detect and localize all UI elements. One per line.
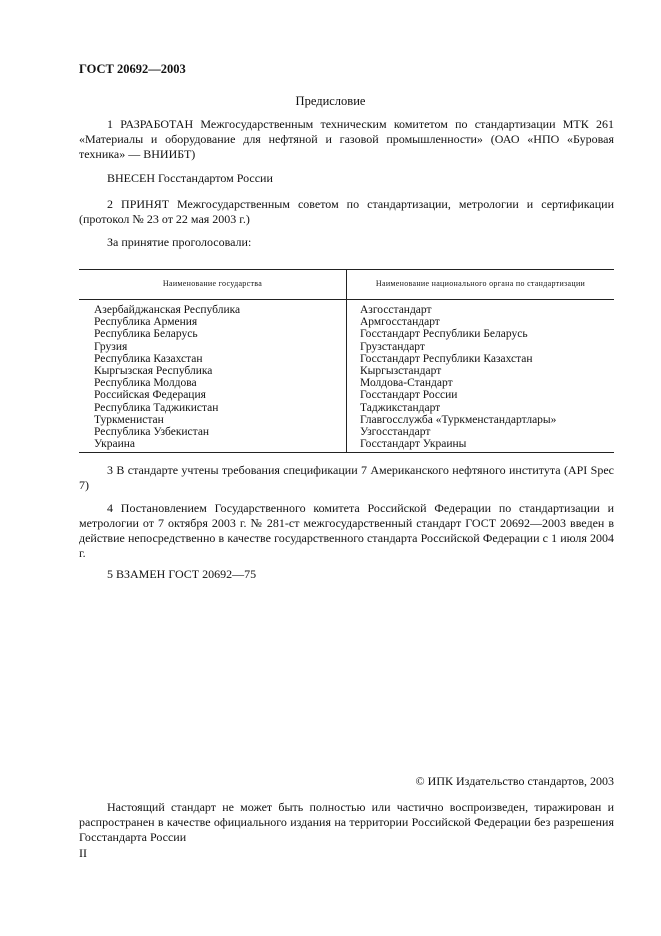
standards-body-cell: Госстандарт Украины: [347, 438, 615, 453]
standards-body-cell: Главгосслужба «Туркменстандартлары»: [360, 413, 557, 426]
paragraph-resolution: 4 Постановлением Государственного комитета Российской Федерации по стандартизации и метрологии от 7 октября 2003 г. № 281-ст межгосударственный стандарт ГОСТ 20692—2003 введен в действие непосредственно в качестве государственного стандарта Российской Федерации с 1 июля 2004 г.: [79, 501, 614, 560]
table-header-row: [79, 270, 614, 300]
table-row: [79, 365, 614, 377]
table-row: [79, 389, 614, 401]
standards-body-cell: Молдова-Стандарт: [360, 377, 453, 390]
standards-body-cell: Кыргызстандарт: [360, 365, 442, 378]
table-header-body: Наименование национального органа по стандартизации: [347, 270, 615, 300]
standards-body-cell: Госстандарт Республики Беларусь: [360, 328, 528, 341]
preface-title: Предисловие: [295, 94, 366, 108]
standards-body-cell: Армгосстандарт: [360, 316, 440, 329]
state-name-cell: Кыргызская Республика: [79, 365, 347, 377]
table-row: [79, 426, 614, 438]
standards-body-cell: Грузстандарт: [360, 340, 425, 353]
paragraph-adopted: 2 ПРИНЯТ Межгосударственным советом по стандартизации, метрологии и сертификации (протокол № 23 от 22 мая 2003 г.): [79, 197, 614, 226]
table-row: [79, 353, 614, 365]
state-name-cell: Грузия: [79, 341, 347, 353]
paragraph-replaces: 5 ВЗАМЕН ГОСТ 20692—75: [107, 567, 257, 581]
table-row: [79, 438, 614, 453]
paragraph-api-spec: 3 В стандарте учтены требования спецификации 7 Американского нефтяного института (API Spec 7): [79, 463, 614, 492]
table-row: [79, 377, 614, 389]
voting-table: [79, 269, 614, 453]
standards-body-cell: Азгосстандарт: [360, 304, 432, 316]
standards-body-cell: Узгосстандарт: [360, 426, 431, 439]
state-name-cell: Республика Молдова: [79, 377, 347, 389]
table-row: [79, 300, 614, 317]
paragraph-introduced: ВНЕСЕН Госстандартом России: [107, 171, 273, 185]
copyright-notice: © ИПК Издательство стандартов, 2003: [415, 774, 614, 788]
page-number: II: [79, 846, 87, 860]
state-name-cell: Республика Казахстан: [79, 353, 347, 365]
standards-body-cell: Госстандарт Республики Казахстан: [360, 352, 533, 365]
state-name-cell: Туркменистан: [79, 414, 347, 426]
reproduction-notice: Настоящий стандарт не может быть полностью или частично воспроизведен, тиражирован и распространен в качестве официального издания на территории Российской Федерации без разрешения Госстандарта России: [79, 800, 614, 844]
state-name-cell: Республика Таджикистан: [79, 402, 347, 414]
table-row: [79, 402, 614, 414]
table-header-state: Наименование государства: [79, 270, 347, 300]
standards-body-cell: Госстандарт России: [360, 389, 458, 402]
table-row: [79, 341, 614, 353]
table-row: [79, 316, 614, 328]
table-row: [79, 414, 614, 426]
state-name-cell: Российская Федерация: [79, 389, 347, 401]
state-name-cell: Республика Беларусь: [79, 328, 347, 340]
standards-body-cell: Таджикстандарт: [360, 401, 441, 414]
paragraph-developed: 1 РАЗРАБОТАН Межгосударственным техническим комитетом по стандартизации МТК 261 «Материалы и оборудование для нефтяной и газовой промышленности» (ОАО «НПО «Буровая техника» — ВНИИБТ): [79, 117, 614, 161]
table-body: [79, 300, 614, 453]
state-name-cell: Республика Армения: [79, 316, 347, 328]
table-row: [79, 328, 614, 340]
document-id: ГОСТ 20692—2003: [79, 62, 186, 76]
paragraph-voted: За принятие проголосовали:: [107, 235, 252, 249]
state-name-cell: Азербайджанская Республика: [79, 300, 347, 317]
state-name-cell: Украина: [79, 438, 347, 453]
state-name-cell: Республика Узбекистан: [79, 426, 347, 438]
